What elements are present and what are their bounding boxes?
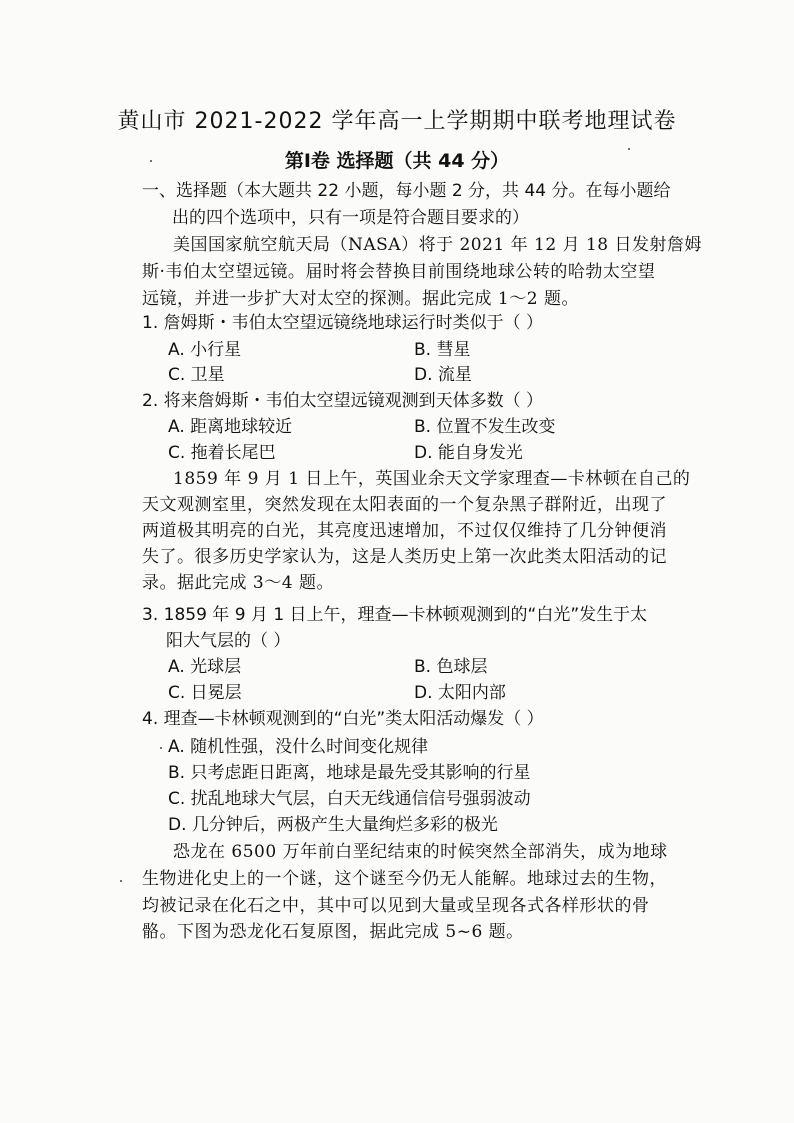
passage2-line-1: 1859 年 9 月 1 日上午，英国业余天文学家理查—卡林顿在自己的 [173, 469, 691, 489]
passage2-line-5: 录。据此完成 3～4 题。 [142, 573, 334, 593]
q1-option-c: C. 卫星 [168, 365, 225, 385]
passage2-line-3: 两道极其明亮的白光，其亮度迅速增加，不过仅仅维持了几分钟便消 [142, 521, 667, 541]
q3-option-a: A. 光球层 [168, 657, 242, 677]
q1-option-b: B. 彗星 [414, 340, 471, 360]
q4-option-b: B. 只考虑距日距离，地球是最先受其影响的行星 [168, 763, 531, 783]
passage3-line-2: 生物进化史上的一个谜，这个谜至今仍无人能解。地球过去的生物， [142, 869, 667, 889]
q3-option-c: C. 日冕层 [168, 683, 242, 703]
q2-option-b: B. 位置不发生改变 [414, 417, 556, 437]
question-2-stem: 2. 将来詹姆斯・韦伯太空望远镜观测到天体多数（ ） [142, 391, 544, 411]
q3-option-d: D. 太阳内部 [414, 683, 506, 703]
q4-option-d: D. 几分钟后，两极产生大量绚烂多彩的极光 [168, 815, 498, 835]
scan-speck [120, 880, 122, 882]
q1-option-a: A. 小行星 [168, 340, 242, 360]
passage2-line-2: 天文观测室里，突然发现在太阳表面的一个复杂黑子群附近，出现了 [142, 495, 667, 515]
q2-option-d: D. 能自身发光 [414, 443, 523, 463]
question-3-stem-line-2: 阳大气层的（ ） [166, 631, 291, 651]
scan-speck [160, 747, 162, 749]
q4-option-c: C. 扰乱地球大气层，白天无线通信信号强弱波动 [168, 789, 531, 809]
scan-speck [628, 148, 630, 150]
passage1-line-2: 斯·韦伯太空望远镜。届时将会替换目前围绕地球公转的哈勃太空望 [142, 262, 656, 282]
section-heading: 第Ⅰ卷 选择题（共 44 分） [284, 150, 510, 172]
instructions-line-1: 一、选择题（本大题共 22 小题，每小题 2 分，共 44 分。在每小题给 [142, 181, 671, 201]
passage1-line-3: 远镜，并进一步扩大对太空的探测。据此完成 1～2 题。 [142, 289, 579, 309]
q3-option-b: B. 色球层 [414, 657, 488, 677]
passage2-line-4: 失了。很多历史学家认为，这是人类历史上第一次此类太阳活动的记 [142, 547, 667, 567]
q2-option-c: C. 拖着长尾巴 [168, 443, 276, 463]
q1-option-d: D. 流星 [414, 365, 472, 385]
q2-option-a: A. 距离地球较近 [168, 417, 293, 437]
q4-option-a: A. 随机性强，没什么时间变化规律 [168, 737, 429, 757]
passage3-line-3: 均被记录在化石之中，其中可以见到大量或呈现各式各样形状的骨 [142, 896, 650, 916]
question-4-stem: 4. 理查—卡林顿观测到的“白光”类太阳活动爆发（ ） [142, 709, 544, 729]
passage1-line-1: 美国国家航空航天局（NASA）将于 2021 年 12 月 18 日发射詹姆 [173, 235, 703, 255]
question-1-stem: 1. 詹姆斯・韦伯太空望远镜绕地球运行时类似于（ ） [142, 313, 544, 333]
passage3-line-1: 恐龙在 6500 万年前白垩纪结束的时候突然全部消失，成为地球 [173, 842, 668, 862]
exam-title: 黄山市 2021-2022 学年高一上学期期中联考地理试卷 [117, 109, 677, 134]
instructions-line-2: 出的四个选项中，只有一项是符合题目要求的） [172, 208, 529, 228]
scan-speck [150, 160, 152, 162]
question-3-stem-line-1: 3. 1859 年 9 月 1 日上午，理查—卡林顿观测到的“白光”发生于太 [142, 605, 648, 625]
passage3-line-4: 骼。下图为恐龙化石复原图，据此完成 5~6 题。 [142, 922, 524, 942]
